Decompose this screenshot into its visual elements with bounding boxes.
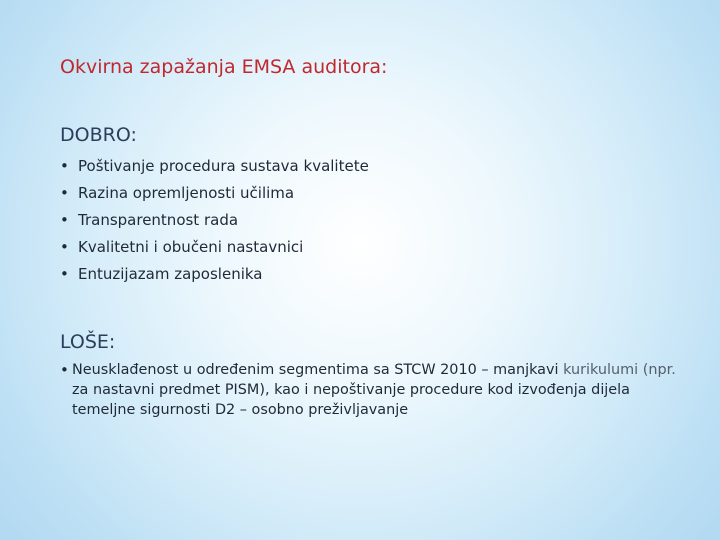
bullet-icon: • [60,184,69,202]
bullet-icon: • [60,361,69,379]
bad-heading: LOŠE: [60,331,116,353]
slide-title: Okvirna zapažanja EMSA auditora: [60,56,388,78]
list-item [60,360,680,420]
list-item-text-part2: kurikulumi (npr. [563,362,676,378]
good-list [60,153,369,288]
list-item-text: Entuzijazam zaposlenika [78,265,263,283]
list-item [60,261,369,288]
list-item-text-part1: Neusklađenost u određenim segmentima sa STCW 2010 – manjkavi [72,362,564,378]
bullet-icon: • [60,265,69,283]
list-item-text: Transparentnost rada [78,211,239,229]
list-item-text: Kvalitetni i obučeni nastavnici [78,238,304,256]
list-item-text: Poštivanje procedura sustava kvalitete [78,157,369,175]
list-item-text-part3: za nastavni predmet PISM), kao i nepoštivanje procedure kod izvođenja dijela temeljne sigurnosti D2 – osobno preživljavanje [72,382,630,418]
list-item [60,153,369,180]
bad-list [60,360,680,420]
list-item [60,207,369,234]
list-item [60,180,369,207]
list-item-text: Razina opremljenosti učilima [78,184,295,202]
good-heading: DOBRO: [60,124,137,146]
bullet-icon: • [60,238,69,256]
bullet-icon: • [60,211,69,229]
bullet-icon: • [60,157,69,175]
list-item [60,234,369,261]
